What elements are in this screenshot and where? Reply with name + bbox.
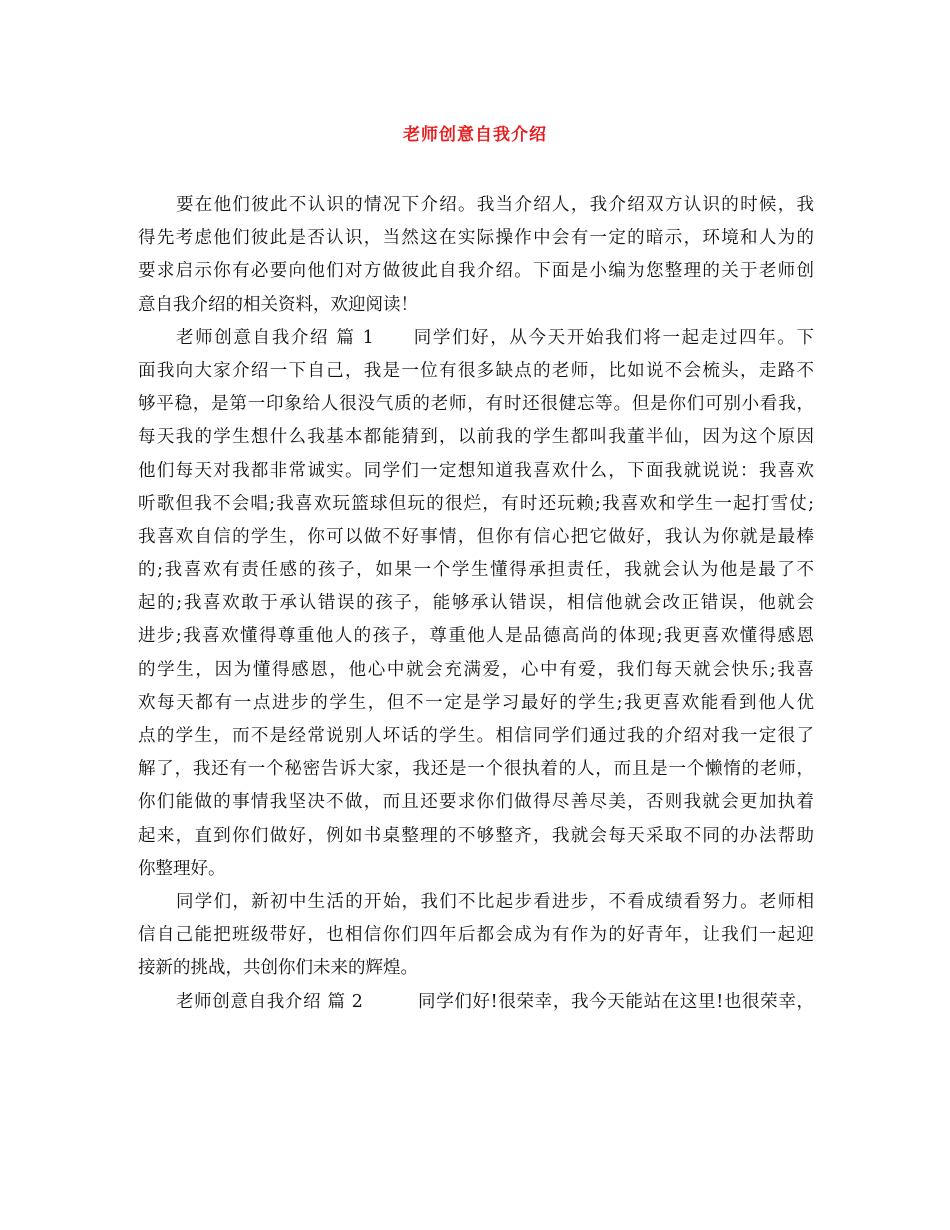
body-line: 要求启示你有必要向他们对方做彼此自我介绍。下面是小编为您整理的关于老师创 <box>138 261 814 282</box>
body-line: 我喜欢自信的学生，你可以做不好事情，但你有信心把它做好，我认为你就是最棒 <box>138 526 814 547</box>
body-line: 信自己能把班级带好，也相信你们四年后都会成为有作为的好青年，让我们一起迎 <box>138 925 814 946</box>
body-line: 的学生，因为懂得感恩，他心中就会充满爱，心中有爱，我们每天就会快乐;我喜 <box>138 659 814 680</box>
body-line: 你们能做的事情我坚决不做，而且还要求你们做得尽善尽美，否则我就会更加执着 <box>138 792 814 813</box>
body-line: 意自我介绍的相关资料，欢迎阅读！ <box>138 294 418 315</box>
body-line: 要在他们彼此不认识的情况下介绍。我当介绍人，我介绍双方认识的时候，我 <box>176 195 814 215</box>
body-line: 点的学生，而不是经常说别人坏话的学生。相信同学们通过我的介绍对我一定很了 <box>138 726 814 746</box>
body-line: 你整理好。 <box>138 858 226 879</box>
body-line: 同学们，新初中生活的开始，我们不比起步看进步，不看成绩看努力。老师相 <box>176 891 814 912</box>
document-body <box>138 189 814 1019</box>
body-line: 起来，直到你们做好，例如书桌整理的不够整齐，我就会每天采取不同的办法帮助 <box>138 825 814 846</box>
document-title: 老师创意自我介绍 <box>403 125 547 145</box>
body-line: 得先考虑他们彼此是否认识，当然这在实际操作中会有一定的暗示，环境和人为的 <box>138 228 814 249</box>
body-line: 解了，我还有一个秘密告诉大家，我还是一个很执着的人，而且是一个懒惰的老师， <box>138 759 814 780</box>
body-line: 欢每天都有一点进步的学生，但不一定是学习最好的学生;我更喜欢能看到他人优 <box>138 692 814 713</box>
body-line: 他们每天对我都非常诚实。同学们一定想知道我喜欢什么，下面我就说说：我喜欢 <box>138 460 814 481</box>
body-line: 听歌但我不会唱;我喜欢玩篮球但玩的很烂，有时还玩赖;我喜欢和学生一起打雪仗; <box>138 493 814 514</box>
body-line: 每天我的学生想什么我基本都能猜到，以前我的学生都叫我董半仙，因为这个原因 <box>138 427 814 448</box>
body-line: 够平稳，是第一印象给人很没气质的老师，有时还很健忘等。但是你们可别小看我， <box>138 394 814 415</box>
body-line: 进步;我喜欢懂得尊重他人的孩子，尊重他人是品德高尚的体现;我更喜欢懂得感恩 <box>138 626 814 647</box>
body-line: 的;我喜欢有责任感的孩子，如果一个学生懂得承担责任，我就会认为他是最了不 <box>138 560 814 581</box>
section-heading-line: 老师创意自我介绍 篇 1 同学们好，从今天开始我们将一起走过四年。下 <box>176 327 814 348</box>
body-line: 面我向大家介绍一下自己，我是一位有很多缺点的老师，比如说不会梳头，走路不 <box>138 360 814 381</box>
body-line: 起的;我喜欢敢于承认错误的孩子，能够承认错误，相信他就会改正错误，他就会 <box>138 593 814 614</box>
body-line: 接新的挑战，共创你们未来的辉煌。 <box>138 958 418 979</box>
section-heading-line: 老师创意自我介绍 篇 2 同学们好!很荣幸，我今天能站在这里!也很荣幸， <box>176 991 814 1012</box>
